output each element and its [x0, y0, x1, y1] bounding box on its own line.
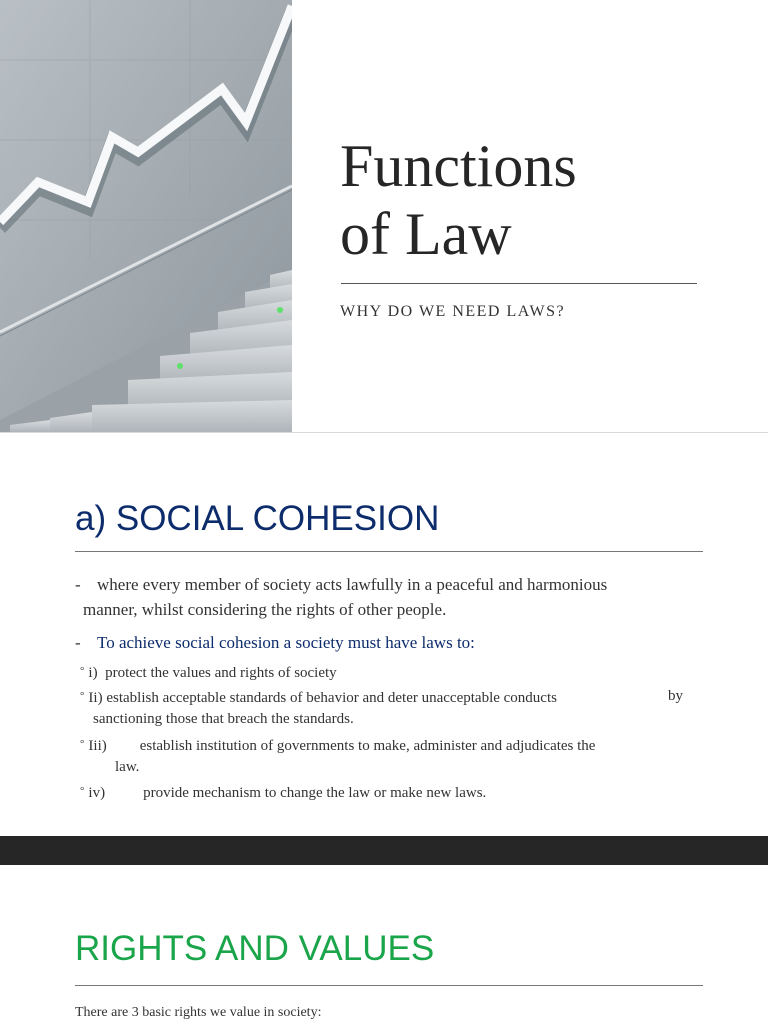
definition-bullet: [75, 572, 695, 622]
definition-line-2: manner, whilst considering the rights of other people.: [83, 600, 447, 619]
item-text: provide mechanism to change the law or make new laws.: [143, 785, 487, 801]
social-cohesion-heading: a) SOCIAL COHESION: [75, 499, 440, 538]
list-item: [80, 734, 700, 778]
heading-divider: [75, 985, 703, 986]
list-item: [80, 661, 337, 684]
title-line-1: Functions: [340, 133, 577, 199]
item-text-tail: by: [668, 688, 683, 704]
page-title: [340, 132, 577, 268]
item-number: iv): [88, 785, 106, 801]
laws-intro-text: To achieve social cohesion a society must have laws to:: [97, 633, 475, 652]
item-text: establish acceptable standards of behavior and deter unacceptable conducts: [106, 690, 557, 706]
list-marker: °: [80, 690, 85, 702]
item-text: protect the values and rights of society: [105, 665, 337, 681]
definition-line-1: where every member of society acts lawfully in a peaceful and harmonious: [97, 575, 608, 594]
rights-values-slide: [0, 865, 768, 1024]
title-divider: [341, 283, 697, 284]
subtitle: WHY DO WE NEED LAWS?: [340, 303, 566, 320]
item-number: Iii): [88, 738, 107, 754]
item-number: Ii): [88, 690, 103, 706]
list-marker: °: [80, 665, 85, 677]
bullet-dash: -: [75, 633, 81, 652]
item-number: i): [88, 665, 98, 681]
bullet-dash: -: [75, 575, 81, 594]
title-line-2: of Law: [340, 201, 512, 267]
laws-intro-bullet: [75, 633, 475, 653]
list-item: [80, 686, 700, 730]
dark-divider-band: [0, 836, 768, 865]
title-slide: [0, 0, 768, 432]
list-marker: °: [80, 785, 85, 797]
rights-intro-text: There are 3 basic rights we value in society:: [75, 1005, 322, 1020]
item-text: establish institution of governments to make, administer and adjudicates the: [139, 738, 596, 754]
social-cohesion-slide: [0, 433, 768, 836]
heading-divider: [75, 551, 703, 552]
list-marker: °: [80, 738, 85, 750]
staircase-illustration: [0, 0, 292, 432]
item-text-continued: sanctioning those that breach the standards.: [93, 711, 354, 727]
list-item: [80, 781, 486, 804]
item-text-continued: law.: [115, 759, 140, 775]
rights-values-heading: RIGHTS AND VALUES: [75, 929, 435, 968]
staircase-growth-photo: [0, 0, 292, 432]
